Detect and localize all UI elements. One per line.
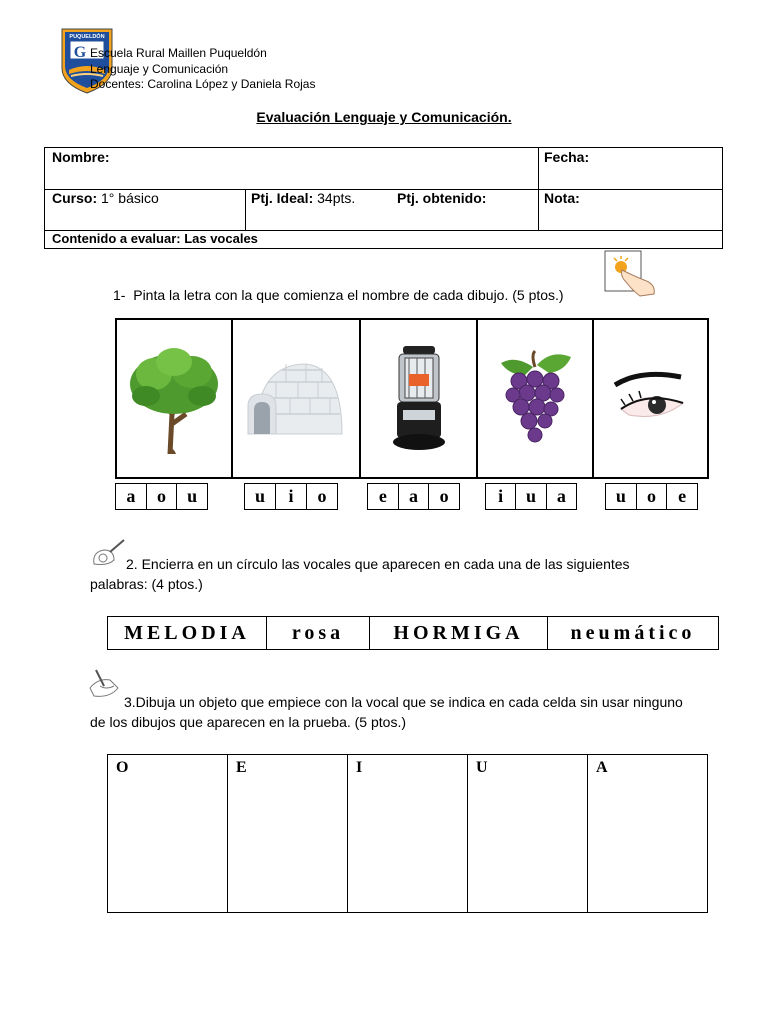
option-letter[interactable]: a <box>126 486 136 506</box>
drawing-cell[interactable]: I <box>347 755 467 912</box>
drawing-cell[interactable]: U <box>467 755 587 912</box>
option-letter[interactable]: o <box>636 484 667 509</box>
logo-text: PUQUELDÓN <box>69 34 105 40</box>
student-info-table <box>44 147 723 249</box>
word-cell[interactable]: neumático <box>547 617 718 649</box>
nota-field[interactable]: Nota: <box>544 190 580 206</box>
option-letter[interactable]: e <box>666 484 697 509</box>
q1-options-3 <box>367 483 460 510</box>
ptj-ideal-field: Ptj. Ideal: 34pts. <box>251 190 356 206</box>
stove-picture <box>389 344 449 454</box>
word-cell[interactable]: MELODIA <box>124 622 250 644</box>
option-letter[interactable]: a <box>546 484 576 509</box>
q2-instruction: 2. Encierra en un círculo las vocales que aparecen en cada una de las siguientes palabras: (4 ptos.) <box>90 556 630 592</box>
q2-words-box <box>107 616 719 650</box>
contenido-field: Contenido a evaluar: Las vocales <box>52 231 258 246</box>
paint-finger-icon <box>604 250 658 298</box>
grapes-picture <box>495 349 575 449</box>
q1-options-2 <box>244 483 338 510</box>
ptj-obtenido-field[interactable]: Ptj. obtenido: <box>397 190 487 206</box>
subject-name: Lenguaje y Comunicación <box>90 62 229 76</box>
option-letter[interactable]: u <box>254 486 265 506</box>
drawing-cell[interactable]: A <box>587 755 707 912</box>
option-letter[interactable]: a <box>398 484 429 509</box>
nombre-field[interactable]: Nombre: <box>52 149 110 165</box>
q1-picture-row <box>115 318 709 479</box>
logo-letter: G <box>73 44 87 61</box>
option-letter[interactable]: e <box>378 486 387 506</box>
curso-field: Curso: 1° básico <box>52 190 159 206</box>
word-cell[interactable]: rosa <box>266 617 369 649</box>
tree-picture <box>126 344 222 454</box>
option-letter[interactable]: u <box>615 486 626 506</box>
school-name: Escuela Rural Maillen Puqueldón <box>90 46 267 60</box>
eye-picture <box>611 369 691 429</box>
option-letter[interactable]: o <box>306 484 337 509</box>
q3-instruction: 3.Dibuja un objeto que empiece con la vocal que se indica en cada celda sin usar ninguno de los dibujos que aparecen en la prueba. (5 ptos.) <box>90 694 683 730</box>
igloo-picture <box>246 354 346 444</box>
option-letter[interactable]: u <box>515 484 545 509</box>
option-letter[interactable]: o <box>146 484 177 509</box>
drawing-cell[interactable]: E <box>227 755 347 912</box>
q3-drawing-table <box>107 754 708 913</box>
option-letter[interactable]: i <box>275 484 306 509</box>
drawing-cell[interactable]: O <box>116 759 129 776</box>
option-letter[interactable]: u <box>176 484 207 509</box>
teachers-line: Docentes: Carolina López y Daniela Rojas <box>90 77 316 91</box>
q1-options-5 <box>605 483 698 510</box>
option-letter[interactable]: i <box>498 486 504 506</box>
page-title: Evaluación Lenguaje y Comunicación. <box>256 109 512 125</box>
fecha-field[interactable]: Fecha: <box>544 149 590 165</box>
option-letter[interactable]: o <box>428 484 459 509</box>
q1-options-1 <box>115 483 208 510</box>
q1-options-4 <box>485 483 577 510</box>
word-cell[interactable]: HORMIGA <box>369 617 547 649</box>
q1-instruction: 1- Pinta la letra con la que comienza el nombre de cada dibujo. (5 ptos.) <box>113 287 564 303</box>
